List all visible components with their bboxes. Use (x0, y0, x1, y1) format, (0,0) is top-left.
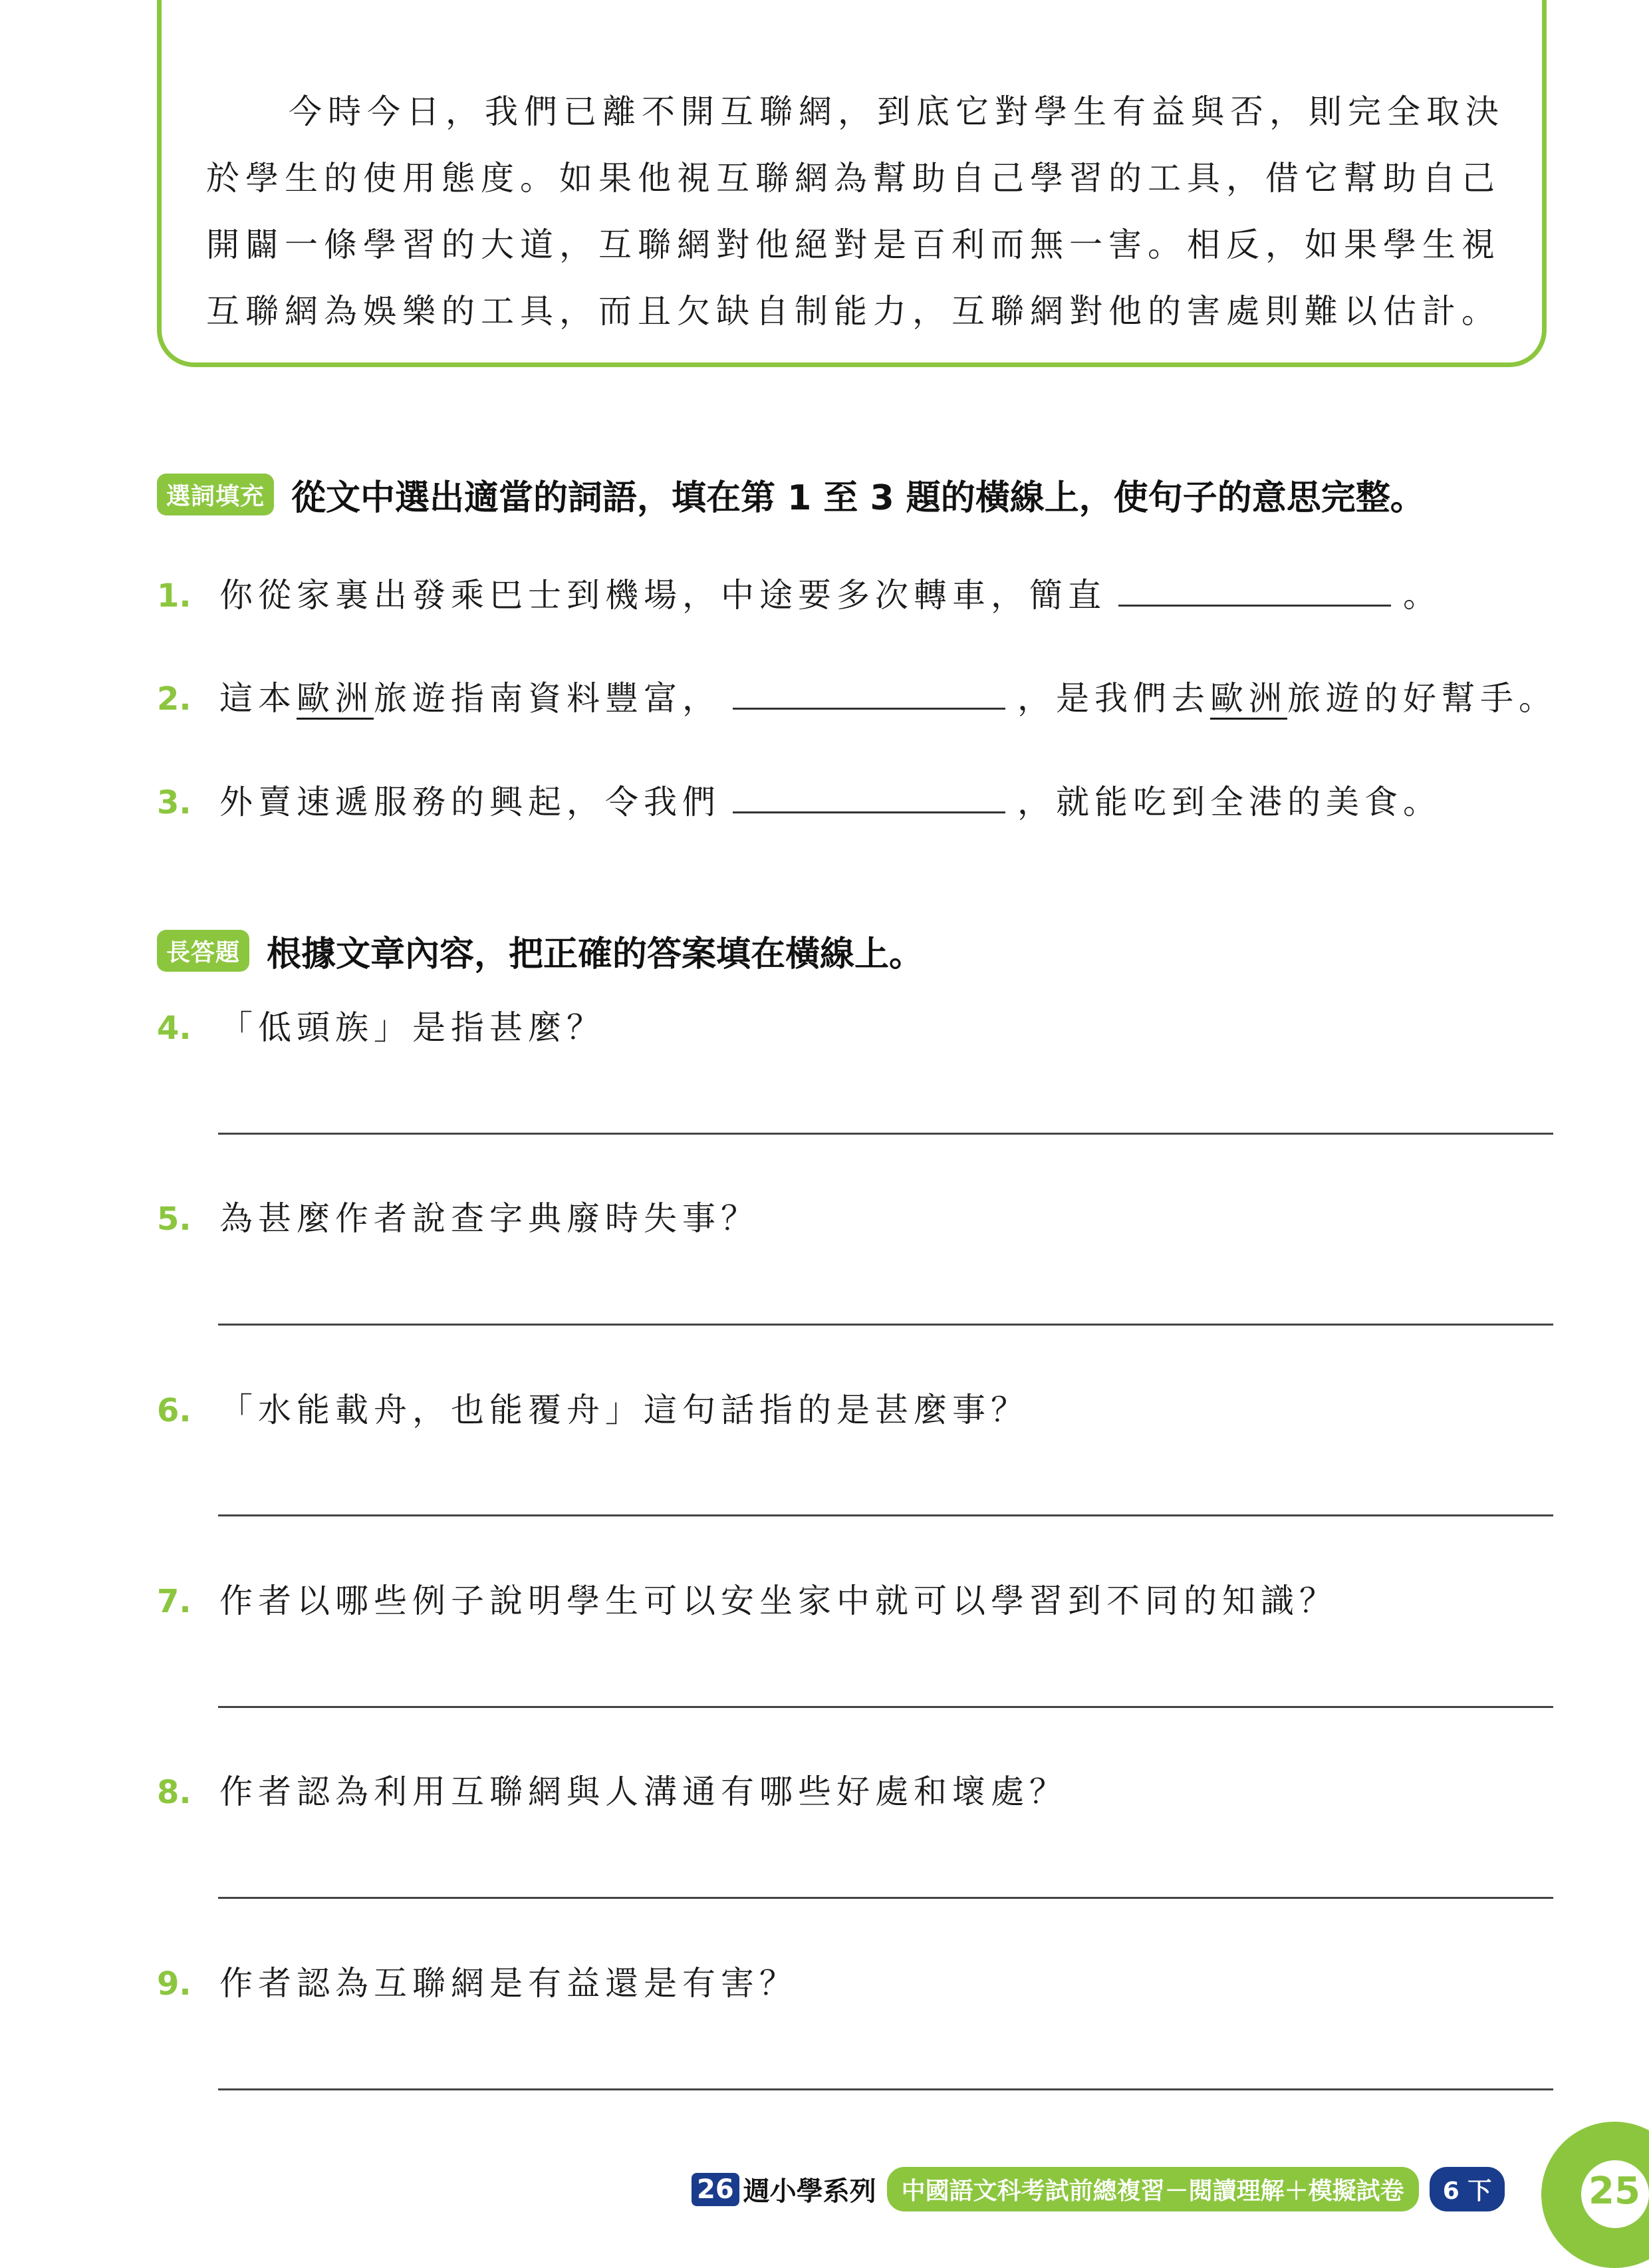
question-text-part: ，就能吃到全港的美食。 (1017, 783, 1442, 821)
answer-line[interactable] (218, 1897, 1553, 1899)
question-text: 作者認為互聯網是有益還是有害？ (219, 1964, 798, 2003)
question-number: 5. (157, 1201, 191, 1238)
question-3 (157, 776, 1442, 823)
question-text-part: 。 (1403, 576, 1442, 615)
question-number: 4. (157, 1010, 191, 1047)
book-title: 中國語文科考試前總複習－閱讀理解＋模擬試卷 (887, 2167, 1419, 2211)
question-5 (157, 1192, 759, 1240)
question-text-part: 你從家裏出發乘巴士到機場，中途要多次轉車，簡直 (219, 576, 1106, 615)
question-text: 作者以哪些例子說明學生可以安坐家中就可以學習到不同的知識？ (219, 1582, 1338, 1620)
section-fill-in-head (157, 470, 1425, 519)
answer-line[interactable] (218, 1324, 1553, 1326)
question-text-part: 這本 (219, 679, 297, 718)
question-2 (157, 672, 1557, 720)
answer-line[interactable] (218, 1133, 1553, 1135)
question-number: 9. (157, 1965, 191, 2003)
passage-line: 今時今日，我們已離不開互聯網，到底它對學生有益與否，則完全取決 (289, 92, 1505, 131)
question-number: 2. (157, 680, 191, 718)
question-8 (157, 1765, 1068, 1813)
question-number: 1. (157, 577, 191, 615)
proper-noun-underlined: 歐洲 (297, 679, 374, 718)
page-number: 25 (1588, 2170, 1640, 2213)
answer-line[interactable] (218, 1706, 1553, 1708)
section-tag: 長答題 (157, 930, 249, 972)
section-instruction: 從文中選出適當的詞語，填在第 1 至 3 題的橫線上，使句子的意思完整。 (291, 478, 1425, 518)
series-logo-number: 26 (692, 2173, 739, 2206)
question-number: 7. (157, 1583, 191, 1620)
question-text: 為甚麼作者說查字典廢時失事？ (219, 1199, 759, 1238)
passage-line: 於學生的使用態度。如果他視互聯網為幫助自己學習的工具，借它幫助自己 (206, 159, 1501, 198)
grade-badge: 6 下 (1430, 2167, 1505, 2211)
answer-blank[interactable] (733, 785, 1005, 813)
series-name: 週小學系列 (743, 2176, 876, 2207)
question-9 (157, 1957, 798, 2005)
question-6 (157, 1383, 1029, 1431)
question-text (219, 569, 1442, 617)
proper-noun-underlined: 歐洲 (1210, 679, 1287, 718)
answer-line[interactable] (218, 2088, 1553, 2090)
passage-line: 互聯網為娛樂的工具，而且欠缺自制能力，互聯網對他的害處則難以估計。 (206, 292, 1501, 331)
question-text (219, 672, 1557, 720)
question-7 (157, 1574, 1338, 1622)
answer-line[interactable] (218, 1514, 1553, 1516)
question-text-part: 旅遊指南資料豐富， (374, 679, 721, 718)
series-logo (692, 2170, 876, 2208)
question-number: 3. (157, 784, 191, 821)
question-text: 「低頭族」是指甚麼？ (219, 1008, 605, 1047)
question-4 (157, 1001, 605, 1049)
footer (692, 2167, 1505, 2211)
question-text: 「水能載舟，也能覆舟」這句話指的是甚麼事？ (219, 1391, 1029, 1429)
passage-text (206, 78, 1509, 345)
passage-line: 開闢一條學習的大道，互聯網對他絕對是百利而無一害。相反，如果學生視 (206, 225, 1501, 264)
question-number: 8. (157, 1774, 191, 1811)
question-1 (157, 569, 1442, 617)
question-text (219, 776, 1442, 823)
question-text: 作者認為利用互聯網與人溝通有哪些好處和壞處？ (219, 1772, 1068, 1811)
answer-blank[interactable] (733, 681, 1005, 710)
section-instruction: 根據文章內容，把正確的答案填在橫線上。 (267, 934, 924, 974)
question-text-part: 外賣速遞服務的興起，令我們 (219, 783, 721, 821)
answer-blank[interactable] (1118, 578, 1391, 607)
section-long-answer-head (157, 926, 924, 976)
question-text-part: ，是我們去 (1017, 679, 1210, 718)
question-number: 6. (157, 1392, 191, 1429)
question-text-part: 旅遊的好幫手。 (1287, 679, 1557, 718)
section-tag: 選詞填充 (157, 474, 274, 515)
